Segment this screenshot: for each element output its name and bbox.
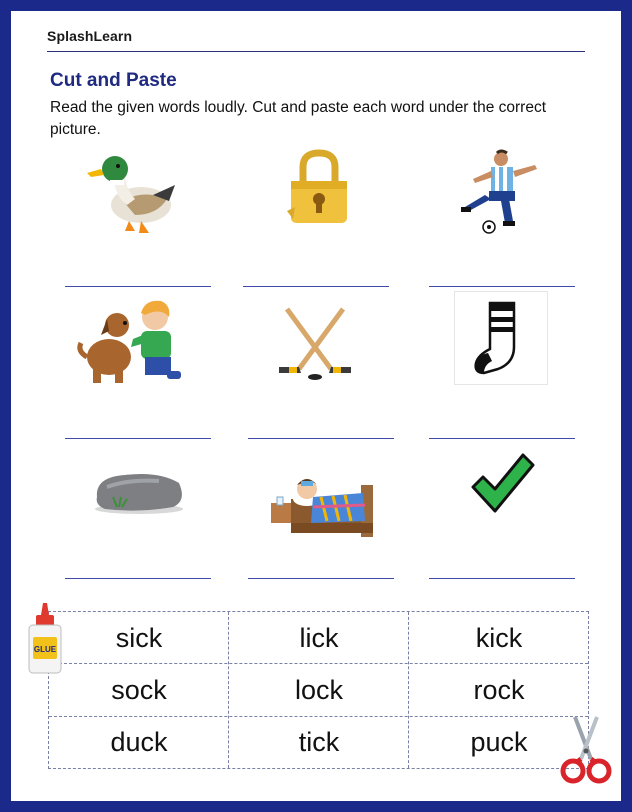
hockey-sticks-puck-icon — [273, 305, 357, 383]
answer-line — [429, 286, 575, 287]
rock-icon — [89, 467, 187, 515]
word-card[interactable]: lock — [294, 674, 343, 705]
answer-line — [248, 438, 394, 439]
word-card[interactable]: tick — [298, 726, 340, 757]
scissors-icon — [559, 715, 613, 785]
answer-line — [65, 578, 211, 579]
brand-logo: SplashLearn — [47, 28, 133, 44]
worksheet-instructions: Read the given words loudly. Cut and paste each word under the correct picture. — [50, 99, 546, 138]
word-card[interactable]: puck — [470, 726, 528, 757]
duck-icon — [83, 149, 179, 237]
word-card[interactable]: duck — [110, 726, 168, 757]
tick-mark-icon — [469, 449, 535, 515]
glue-label: GLUE — [33, 645, 57, 654]
soccer-kick-icon — [459, 149, 549, 235]
answer-line — [65, 286, 211, 287]
header-divider — [47, 51, 585, 52]
word-card[interactable]: rock — [473, 674, 525, 705]
answer-line — [243, 286, 389, 287]
sock-icon — [454, 291, 548, 385]
worksheet-page — [11, 11, 621, 801]
worksheet-title: Cut and Paste — [50, 70, 177, 91]
word-bank — [48, 611, 589, 769]
lock-icon — [283, 149, 355, 229]
glue-bottle-icon — [25, 603, 65, 675]
sick-child-in-bed-icon — [267, 463, 377, 543]
word-card[interactable]: sock — [111, 674, 167, 705]
answer-line — [248, 578, 394, 579]
word-card[interactable]: kick — [475, 622, 523, 653]
answer-line — [429, 438, 575, 439]
word-card[interactable]: sick — [115, 622, 163, 653]
word-card[interactable]: lick — [299, 622, 339, 653]
answer-line — [429, 578, 575, 579]
dog-licking-boy-icon — [75, 295, 185, 387]
answer-line — [65, 438, 211, 439]
